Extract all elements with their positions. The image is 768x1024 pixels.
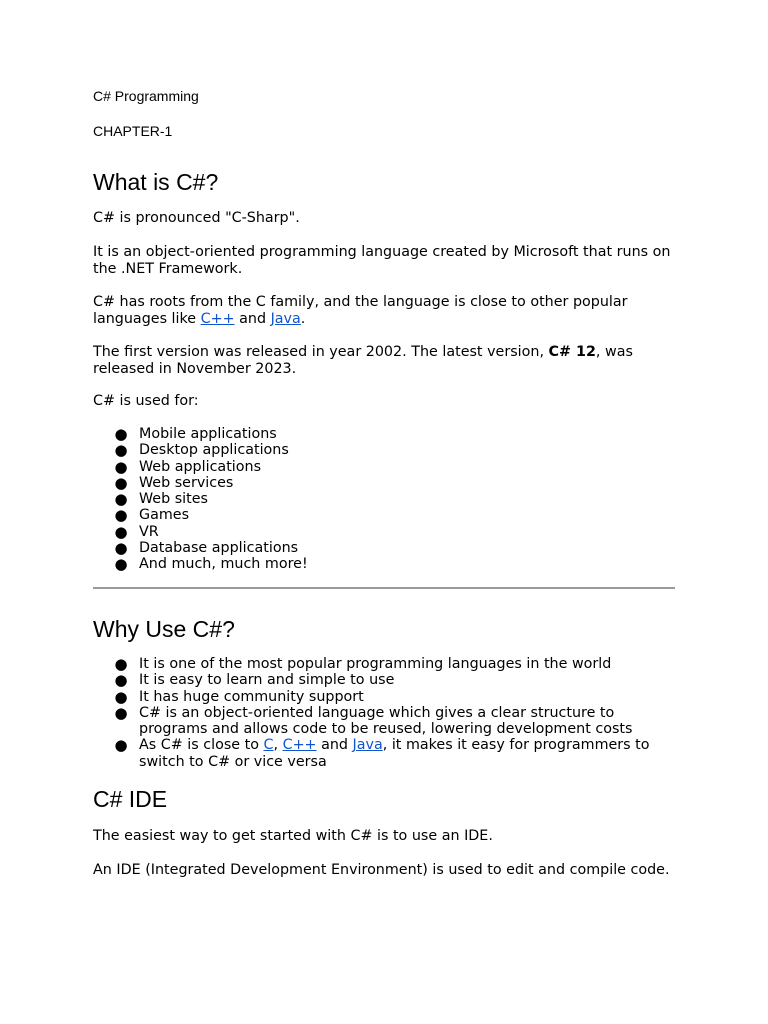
uses-list <box>115 426 680 573</box>
list-item <box>115 672 680 688</box>
list-item <box>115 426 680 442</box>
link-java-2[interactable]: Java <box>352 737 383 754</box>
list-item-text: VR <box>139 523 159 540</box>
list-item <box>115 540 680 556</box>
link-c[interactable]: C <box>263 737 274 754</box>
reasons-list <box>115 656 680 770</box>
list-item-text: Web sites <box>139 491 208 508</box>
bullet-icon: ● <box>114 490 128 509</box>
bullet-icon: ● <box>114 425 128 443</box>
list-item <box>115 507 680 523</box>
bullet-icon: ● <box>114 506 128 525</box>
latest-version-bold: C# 12 <box>548 344 596 360</box>
link-java[interactable]: Java <box>270 310 301 327</box>
roots-text-before: C# has roots from the C family, and the language is close to other popular languages like <box>93 294 628 327</box>
paragraph-pronunciation: C# is pronounced "C-Sharp". <box>93 210 300 226</box>
bullet-icon: ● <box>114 522 128 541</box>
reason-separator-and: and <box>316 737 353 754</box>
paragraph-definition: It is an object-oriented programming language created by Microsoft that runs on the .NET Framework. <box>93 244 671 277</box>
paragraph-ide-intro: The easiest way to get started with C# is to use an IDE. <box>93 828 493 844</box>
heading-why-use-csharp: Why Use C#? <box>93 616 235 642</box>
list-item <box>115 524 680 540</box>
bullet-icon: ● <box>114 441 128 460</box>
chapter-label: CHAPTER-1 <box>93 123 173 139</box>
bullet-icon: ● <box>114 703 128 722</box>
list-item-text: It has huge community support <box>139 688 364 705</box>
heading-csharp-ide: C# IDE <box>93 786 168 812</box>
bullet-icon: ● <box>114 457 128 476</box>
list-item-text: And much, much more! <box>139 556 308 573</box>
list-item <box>115 705 680 738</box>
list-item-text: Web applications <box>139 458 262 475</box>
list-item-text: Web services <box>139 474 234 491</box>
list-item-text: Mobile applications <box>139 426 277 442</box>
paragraph-versions <box>93 344 678 377</box>
list-item <box>115 459 680 475</box>
heading-what-is-csharp: What is C#? <box>93 169 219 195</box>
list-item <box>115 656 680 672</box>
list-item-text: It is one of the most popular programming languages in the world <box>139 656 612 672</box>
list-item <box>115 491 680 507</box>
bullet-icon: ● <box>114 655 128 673</box>
reason-text-after: , it makes it easy for programmers to switch to C# or vice versa <box>139 737 650 770</box>
bullet-icon: ● <box>114 687 128 706</box>
list-item <box>115 689 680 705</box>
reason-text-before: As C# is close to <box>139 737 264 754</box>
paragraph-ide-definition: An IDE (Integrated Development Environment) is used to edit and compile code. <box>93 862 670 878</box>
list-item <box>115 737 680 770</box>
link-cpp[interactable]: C++ <box>200 310 235 327</box>
reason-separator-comma: , <box>273 737 283 754</box>
list-item <box>115 442 680 458</box>
list-item-text: C# is an object-oriented language which gives a clear structure to programs and allows code to be reused, lowering development costs <box>139 704 633 738</box>
list-item-text: Database applications <box>139 540 299 557</box>
list-item-text: Games <box>139 507 190 524</box>
bullet-icon: ● <box>114 539 128 558</box>
paragraph-roots <box>93 294 678 327</box>
list-item <box>115 556 680 572</box>
bullet-icon: ● <box>114 555 128 574</box>
versions-text-before: The first version was released in year 2002. The latest version, <box>93 344 549 360</box>
bullet-icon: ● <box>114 473 128 492</box>
roots-text-after: . <box>300 310 306 327</box>
versions-text-after: , was released in November 2023. <box>93 344 633 377</box>
document-title: C# Programming <box>93 88 199 104</box>
paragraph-used-for: C# is used for: <box>93 393 199 409</box>
list-item-text: It is easy to learn and simple to use <box>139 672 395 689</box>
link-cpp-2[interactable]: C++ <box>282 737 317 754</box>
list-item <box>115 475 680 491</box>
roots-text-mid: and <box>234 310 271 327</box>
list-item-text: Desktop applications <box>139 442 289 459</box>
bullet-icon: ● <box>114 671 128 690</box>
horizontal-divider <box>93 587 675 589</box>
bullet-icon: ● <box>114 736 128 755</box>
